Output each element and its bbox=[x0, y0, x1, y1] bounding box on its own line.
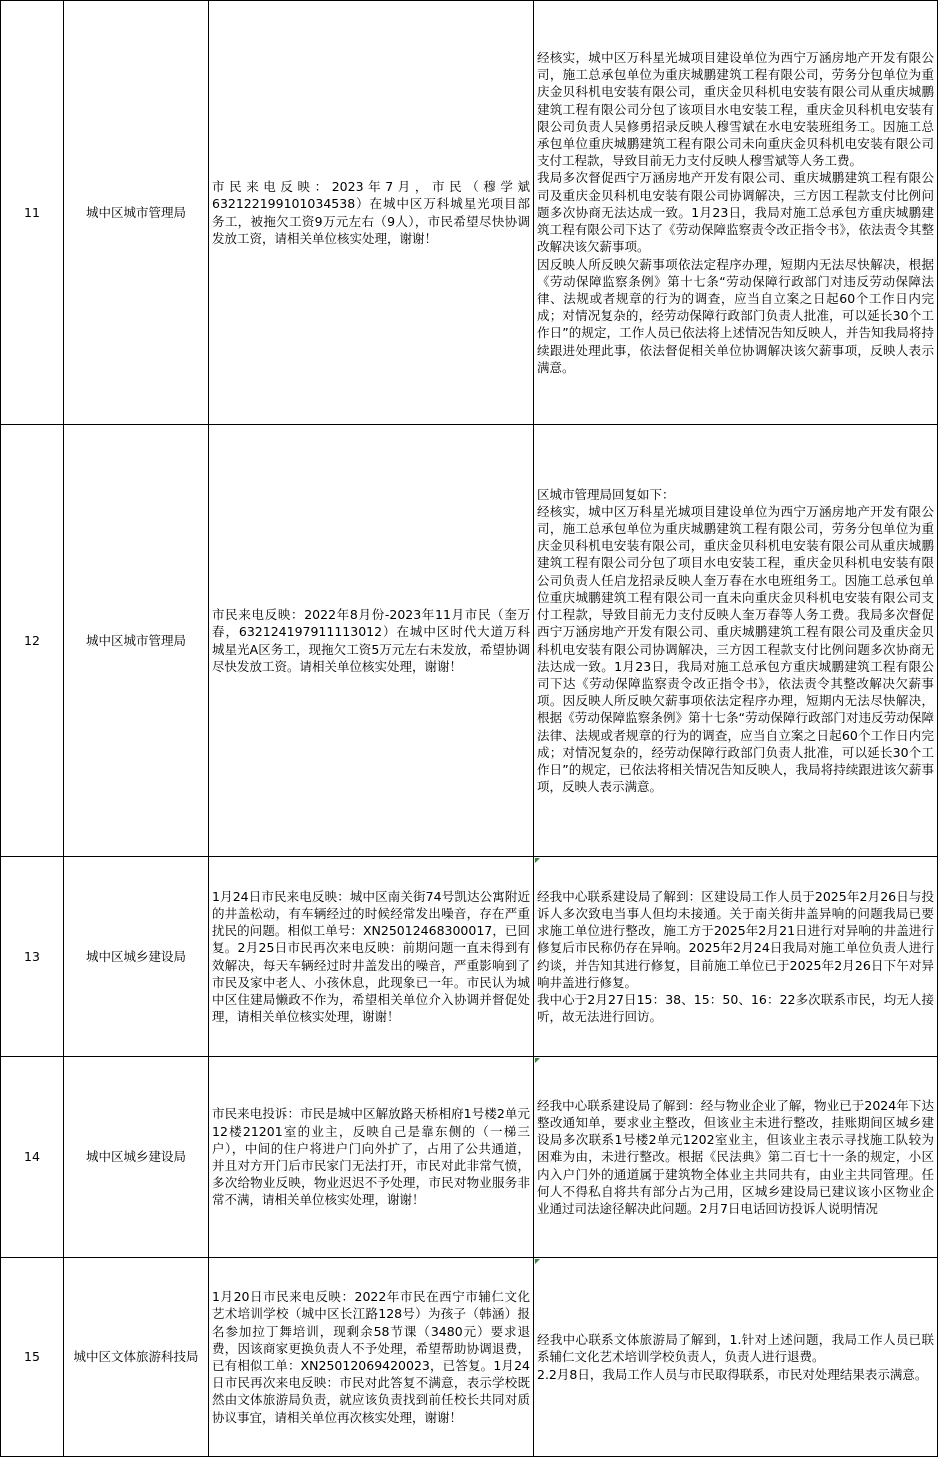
reply-paragraph: 我中心于2月27日15：38、15：50、16：22多次联系市民，均无人接听，故无法进行回访。 bbox=[537, 991, 934, 1025]
complaint-text: 1月20日市民来电反映：2022年市民在西宁市辅仁文化艺术培训学校（城中区长江路128号）为孩子（韩涵）报名参加拉丁舞培训，现剩余58节课（3480元）要求退费，因该商家更换负责人不予处理，希望帮助协调退费，已有相似工单：XN25012069420023，已答复。1月24日市民再次来电反映：市民对此答复不满意，表示学校既然由文体旅游局负责，就应该负责找到前任校长共同对质协议事宜，请相关单位再次核实处理，谢谢！ bbox=[209, 1258, 534, 1457]
comment-marker-icon bbox=[535, 858, 540, 863]
department: 城中区城乡建设局 bbox=[64, 1057, 209, 1258]
reply-cell bbox=[534, 425, 938, 857]
reply-paragraph: 区城市管理局回复如下： bbox=[537, 486, 675, 502]
reply-paragraph: 我局多次督促西宁万涵房地产开发有限公司、重庆城鹏建筑工程有限公司及重庆金贝科机电安装有限公司协调解决，三方因工程款支付比例问题多次协商无法达成一致。1月23日，我局对施工总承包方重庆城鹏建筑工程有限公司下达了《劳动保障监察责令改正指令书》，依法责令其整改解决该欠薪事项。 bbox=[537, 170, 934, 255]
complaint-text: 1月24日市民来电反映：城中区南关街74号凯达公寓附近的井盖松动，有车辆经过的时候经常发出噪音，存在严重扰民的问题。相似工单号：XN25012468300017，已回复。2月25日市民再次来电反映：前期问题一直未得到有效解决，每天车辆经过时井盖发出的噪音，严重影响到了市民及家中老人、小孩休息，此现象已一年。市民认为城中区住建局懒政不作为，希望相关单位介入协调并督促处理，请相关单位核实处理，谢谢！ bbox=[209, 857, 534, 1057]
comment-marker-icon bbox=[535, 1058, 540, 1063]
reply-paragraph: 经我中心联系建设局了解到：经与物业企业了解，物业已于2024年下达整改通知单，要求业主整改，但该业主未进行整改，挂账期间区城乡建设局多次联系1号楼2单元1202室业主，但该业主表示寻找施工队较为困难为由，未进行整改。根据《民法典》第二百七十一条的规定，小区内入户门外的通道属于建筑物全体业主共同共有，由业主共同管理。任何人不得私自将共有部分占为己用，区城乡建设局已建议该小区物业企业通过司法途径解决此问题。2月7日电话回访投诉人说明情况 bbox=[537, 1097, 934, 1216]
department: 城中区城市管理局 bbox=[64, 1, 209, 425]
row-number: 15 bbox=[1, 1258, 64, 1457]
reply-cell bbox=[534, 1057, 938, 1258]
reply-paragraph: 经核实，城中区万科星光城项目建设单位为西宁万涵房地产开发有限公司，施工总承包单位为重庆城鹏建筑工程有限公司，劳务分包单位为重庆金贝科机电安装有限公司，重庆金贝科机电安装有限公司从重庆城鹏建筑工程有限公司分包了项目水电安装工程，重庆金贝科机电安装有限公司负责人任启龙招录反映人奎万春在水电班组务工。因施工总承包单位重庆城鹏建筑工程有限公司一直未向重庆金贝科机电安装有限公司支付工程款，导致目前无力支付反映人奎万春等人务工费。我局多次督促西宁万涵房地产开发有限公司、重庆城鹏建筑工程有限公司及重庆金贝科机电安装有限公司协调解决，三方因工程款支付比例问题多次协商无法达成一致。1月23日，我局对施工总承包方重庆城鹏建筑工程有限公司下达《劳动保障监察责令改正指令书》，依法责令其整改解决欠薪事项。因反映人所反映欠薪事项依法定程序办理，短期内无法尽快解决，根据《劳动保障监察条例》第十七条“劳动保障行政部门对违反劳动保障法律、法规或者规章的行为的调查，应当自立案之日起60个工作日内完成；对情况复杂的，经劳动保障行政部门负责人批准，可以延长30个工作日”的规定，已依法将相关情况告知反映人，我局将持续跟进该欠薪事项，反映人表示满意。 bbox=[537, 503, 934, 795]
reply-cell bbox=[534, 1258, 938, 1457]
reply-paragraph: 经我中心联系文体旅游局了解到，1.针对上述问题，我局工作人员已联系辅仁文化艺术培训学校负责人，负责人进行退费。 bbox=[537, 1332, 934, 1365]
reply-paragraph: 因反映人所反映欠薪事项依法定程序办理，短期内无法尽快解决，根据《劳动保障监察条例》第十七条“劳动保障行政部门对违反劳动保障法律、法规或者规章的行为的调查，应当自立案之日起60个工作日内完成；对情况复杂的，经劳动保障行政部门负责人批准，可以延长30个工作日”的规定，工作人员已依法将上述情况告知反映人，并告知我局将持续跟进处理此事，依法督促相关单位协调解决该欠薪事项，反映人表示满意。 bbox=[537, 256, 934, 375]
row-number: 11 bbox=[1, 1, 64, 425]
department: 城中区文体旅游科技局 bbox=[64, 1258, 209, 1457]
table-row bbox=[1, 1, 938, 425]
row-number: 14 bbox=[1, 1057, 64, 1258]
table-row bbox=[1, 1057, 938, 1258]
complaint-text: 市民来电反映：2022年8月份-2023年11月市民（奎万春，632124197911113012）在城中区时代大道万科城星光A区务工，现拖欠工资5万元左右未发放，希望协调尽快发放工资。请相关单位核实处理，谢谢！ bbox=[209, 425, 534, 857]
complaint-text: 市民来电投诉：市民是城中区解放路天桥相府1号楼2单元12楼21201室的业主，反映自己是靠东侧的（一梯三户），中间的住户将进户门向外扩了，占用了公共通道，并且对方开门后市民家门无法打开，市民对此非常气愤，多次给物业反映，物业迟迟不予处理，市民对物业服务非常不满，请相关单位核实处理，谢谢！ bbox=[209, 1057, 534, 1258]
department: 城中区城乡建设局 bbox=[64, 857, 209, 1057]
reply-cell bbox=[534, 857, 938, 1057]
table-row bbox=[1, 425, 938, 857]
reply-paragraph: 经核实，城中区万科星光城项目建设单位为西宁万涵房地产开发有限公司，施工总承包单位为重庆城鹏建筑工程有限公司，劳务分包单位为重庆金贝科机电安装有限公司，重庆金贝科机电安装有限公司从重庆城鹏建筑工程有限公司分包了该项目水电安装工程，重庆金贝科机电安装有限公司负责人吴修勇招录反映人穆雪斌在水电安装班组务工。因施工总承包单位重庆城鹏建筑工程有限公司未向重庆金贝科机电安装有限公司支付工程款，导致目前无力支付反映人穆雪斌等人务工费。 bbox=[537, 50, 934, 169]
complaint-text: 市民来电反映：2023年7月，市民（穆学斌632122199101034538）在城中区万科城星光项目部务工，被拖欠工资9万元左右（9人），市民希望尽快协调发放工资，请相关单位核实处理，谢谢！ bbox=[209, 1, 534, 425]
row-number: 12 bbox=[1, 425, 64, 857]
reply-cell bbox=[534, 1, 938, 425]
table-row bbox=[1, 857, 938, 1057]
department: 城中区城市管理局 bbox=[64, 425, 209, 857]
reply-paragraph: 2.2月8日，我局工作人员与市民取得联系，市民对处理结果表示满意。 bbox=[537, 1366, 928, 1382]
table-row bbox=[1, 1258, 938, 1457]
row-number: 13 bbox=[1, 857, 64, 1057]
comment-marker-icon bbox=[535, 1259, 540, 1264]
reply-paragraph: 经我中心联系建设局了解到：区建设局工作人员于2025年2月26日与投诉人多次致电当事人但均未接通。关于南关街井盖异响的问题我局已要求施工单位进行整改，施工方于2025年2月21日进行对异响的井盖进行修复后市民称仍存在异响。2025年2月24日我局对施工单位负责人进行约谈，并告知其进行修复，目前施工单位已于2025年2月26日下午对异响井盖进行修复。 bbox=[537, 888, 934, 990]
